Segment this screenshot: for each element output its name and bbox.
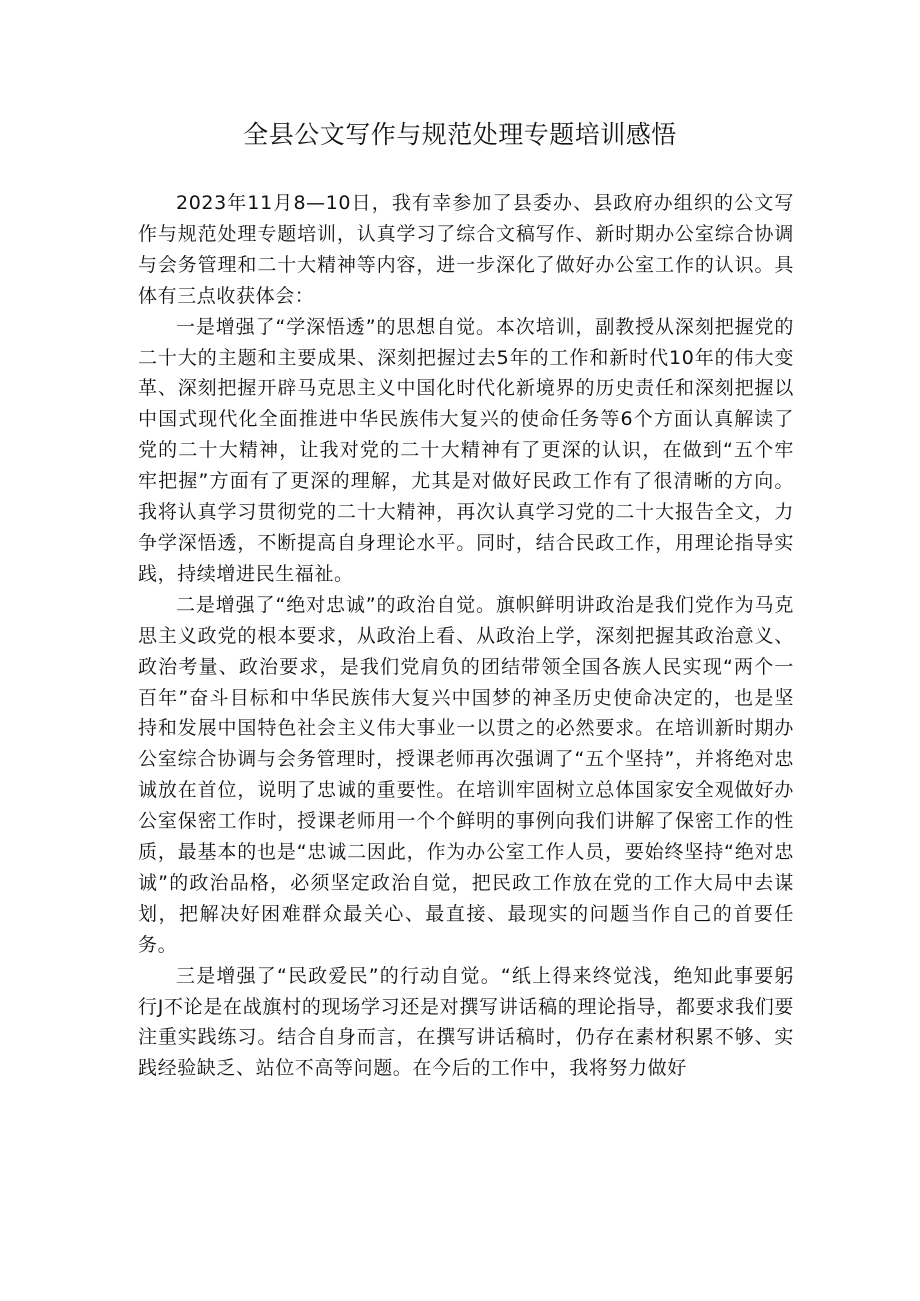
document-title: 全县公文写作与规范处理专题培训感悟 [243, 120, 677, 149]
paragraph-point-one: 一是增强了“学深悟透”的思想自觉。本次培训，副教授从深刻把握党的二十大的主题和主要成果、深刻把握过去5年的工作和新时代10年的伟大变革、深刻把握开辟马克思主义中国化时代化新境界的历史责任和深刻把握以中国式现代化全面推进中华民族伟大复兴的使命任务等6个方面认真解读了党的二十大精神，让我对党的二十大精神有了更深的认识，在做到“五个牢牢把握”方面有了更深的理解，尤其是对做好民政工作有了很清晰的方向。我将认真学习贯彻党的二十大精神，再次认真学习党的二十大报告全文，力争学深悟透，不断提高自身理论水平。同时，结合民政工作，用理论指导实践，持续增进民生福祉。 [138, 315, 794, 585]
paragraph-intro: 2023年11月8—10日，我有幸参加了县委办、县政府办组织的公文写作与规范处理专题培训，认真学习了综合文稿写作、新时期办公室综合协调与会务管理和二十大精神等内容，进一步深化了做好办公室工作的认识。具体有三点收获体会： [138, 192, 794, 307]
paragraph-point-three: 三是增强了“民政爱民”的行动自觉。“纸上得来终觉浅，绝知此事要躬行J不论是在战旗村的现场学习还是对撰写讲话稿的理论指导，都要求我们要注重实践练习。结合自身而言，在撰写讲话稿时，仍存在素材积累不够、实践经验缺乏、站位不高等问题。在今后的工作中，我将努力做好 [138, 964, 794, 1080]
paragraph-point-two: 二是增强了“绝对忠诚”的政治自觉。旗帜鲜明讲政治是我们党作为马克思主义政党的根本要求，从政治上看、从政治上学，深刻把握其政治意义、政治考量、政治要求，是我们党肩负的团结带领全国各族人民实现“两个一百年”奋斗目标和中华民族伟大复兴中国梦的神圣历史使命决定的，也是坚持和发展中国特色社会主义伟大事业一以贯之的必然要求。在培训新时期办公室综合协调与会务管理时，授课老师再次强调了“五个坚持”，并将绝对忠诚放在首位，说明了忠诚的重要性。在培训牢固树立总体国家安全观做好办公室保密工作时，授课老师用一个个鲜明的事例向我们讲解了保密工作的性质，最基本的也是“忠诚二因此，作为办公室工作人员，要始终坚持“绝对忠诚”的政治品格，必须坚定政治自觉，把民政工作放在党的工作大局中去谋划，把解决好困难群众最关心、最直接、最现实的问题当作自己的首要任务。 [138, 593, 794, 956]
document-body [138, 188, 794, 1084]
